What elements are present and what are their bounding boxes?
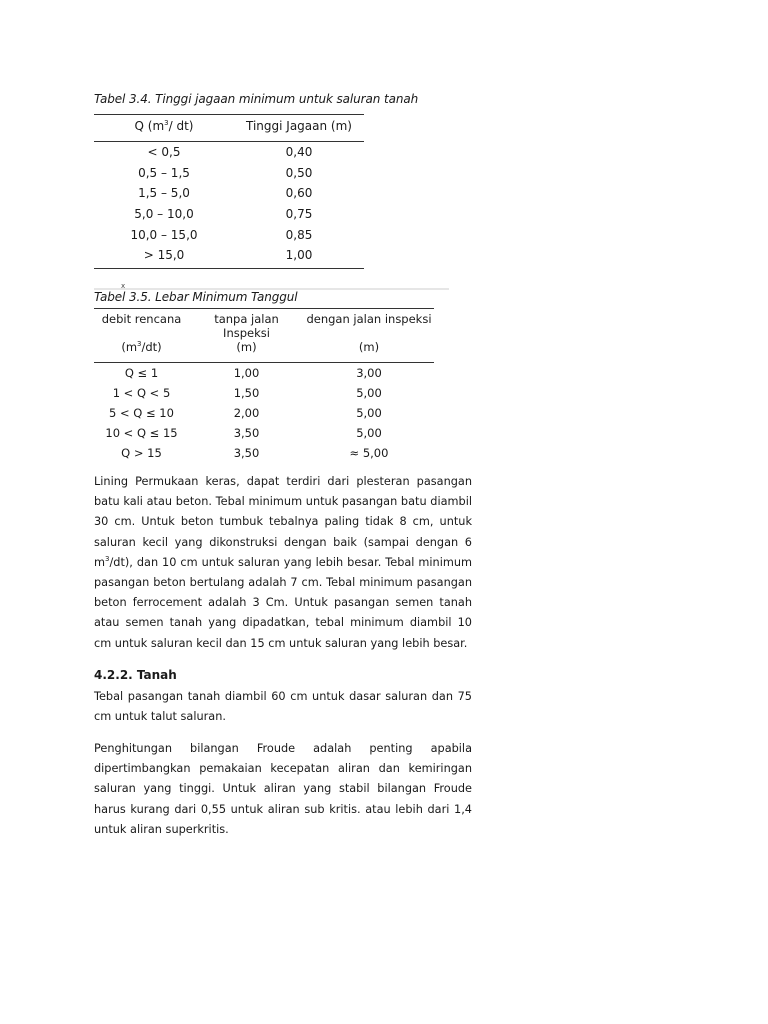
width-with-inspection-cell: 5,00 [356,406,382,420]
width-no-inspection-cell: 1,50 [233,386,260,400]
table-3-4-caption: Tabel 3.4. Tinggi jagaan minimum untuk saluran tanah [94,92,419,106]
table-row [94,204,364,225]
column-header-with-inspection-road: dengan jalan inspeksi [304,309,434,341]
paragraph-text: /dt), dan 10 cm untuk saluran yang lebih besar. Tebal minimum pasangan beton bertulang adalah 7 cm. Tebal minimum pasangan beton ferrocement adalah 3 Cm. Untuk pasangan semen tanah atau semen tanah yang dipadatkan, tebal minimum diambil 10 cm untuk saluran kecil dan 15 cm untuk saluran yang lebih besar. [94,555,472,650]
freeboard-cell: 0,75 [285,207,313,222]
table-row [94,224,364,245]
soil-lining-paragraph: Tebal pasangan tanah diambil 60 cm untuk dasar saluran dan 75 cm untuk talut saluran. [94,690,472,724]
freeboard-cell: 0,40 [285,145,313,160]
superscript: 3 [105,555,110,564]
table-row [94,423,434,443]
discharge-cell: 5 < Q ≤ 10 [109,406,174,420]
column-header-design-discharge: debit rencana [94,309,189,341]
width-no-inspection-cell: 2,00 [233,406,260,420]
paragraph-text: Lining Permukaan keras, dapat terdiri dari plesteran pasangan batu kali atau beton. Tebal minimum untuk pasangan batu diambil 30 cm. Untuk beton tumbuk tebalnya paling tidak 8 cm, untuk saluran kecil yang dikonstruksi dengan baik (sampai dengan 6 m [94,475,472,569]
column-header-freeboard: Tinggi Jagaan (m) [234,115,364,142]
table-row [94,403,434,423]
unit-text: /dt) [141,340,162,354]
stray-mark: x [121,282,126,290]
freeboard-cell: 0,85 [285,227,313,242]
column-unit-no-inspection: (m) [189,340,304,363]
lining-paragraph [94,472,472,654]
discharge-cell: 5,0 – 10,0 [134,207,194,222]
discharge-cell: < 0,5 [147,145,181,160]
freeboard-cell: 0,50 [285,165,313,180]
table-row [94,142,364,163]
discharge-cell: 10,0 – 15,0 [130,227,198,242]
width-no-inspection-cell: 3,50 [233,426,260,440]
width-no-inspection-cell: 1,00 [233,366,260,380]
table-3-5-caption: Tabel 3.5. Lebar Minimum Tanggul [94,290,298,304]
discharge-cell: Q > 15 [121,446,162,460]
table-row [94,245,364,268]
table-header-row [94,309,434,341]
discharge-cell: 1,5 – 5,0 [138,186,190,201]
width-no-inspection-cell: 3,50 [233,446,260,460]
table-row [94,163,364,184]
superscript: 3 [137,340,142,349]
column-header-no-inspection-road: tanpa jalan Inspeksi [189,309,304,341]
discharge-cell: 1 < Q < 5 [112,386,171,400]
column-header-discharge [94,115,234,142]
width-with-inspection-cell: ≈ 5,00 [349,446,389,460]
table-3-4-block [94,92,419,269]
column-unit-discharge [94,340,189,363]
table-row [94,363,434,384]
header-text: / dt) [168,119,194,133]
table-row [94,383,434,403]
width-with-inspection-cell: 3,00 [356,366,382,380]
width-with-inspection-cell: 5,00 [356,386,382,400]
superscript: 3 [164,119,169,127]
table-row [94,183,364,204]
freeboard-cell: 1,00 [234,245,364,268]
column-unit-with-inspection: (m) [304,340,434,363]
table-header-row [94,340,434,363]
table-3-5-block [94,290,454,463]
discharge-cell: > 15,0 [94,245,234,268]
table-3-5 [94,308,434,463]
freeboard-cell: 0,60 [285,186,313,201]
table-row [94,443,434,463]
discharge-cell: 0,5 – 1,5 [138,165,190,180]
table-header-row [94,115,364,142]
unit-text: (m [121,340,138,354]
section-heading: 4.2.2. Tanah [94,668,177,682]
discharge-cell: 10 < Q ≤ 15 [105,426,178,440]
froude-paragraph: Penghitungan bilangan Froude adalah penting apabila dipertimbangkan pemakaian kecepatan aliran dan kemiringan saluran yang tinggi. Untuk aliran yang stabil bilangan Froude harus kurang dari 0,55 untuk aliran sub kritis. atau lebih dari 1,4 untuk aliran superkritis. [94,742,472,836]
header-text: Q (m [134,119,165,133]
discharge-cell: Q ≤ 1 [124,366,159,380]
table-3-4 [94,114,364,269]
width-with-inspection-cell: 5,00 [356,426,382,440]
